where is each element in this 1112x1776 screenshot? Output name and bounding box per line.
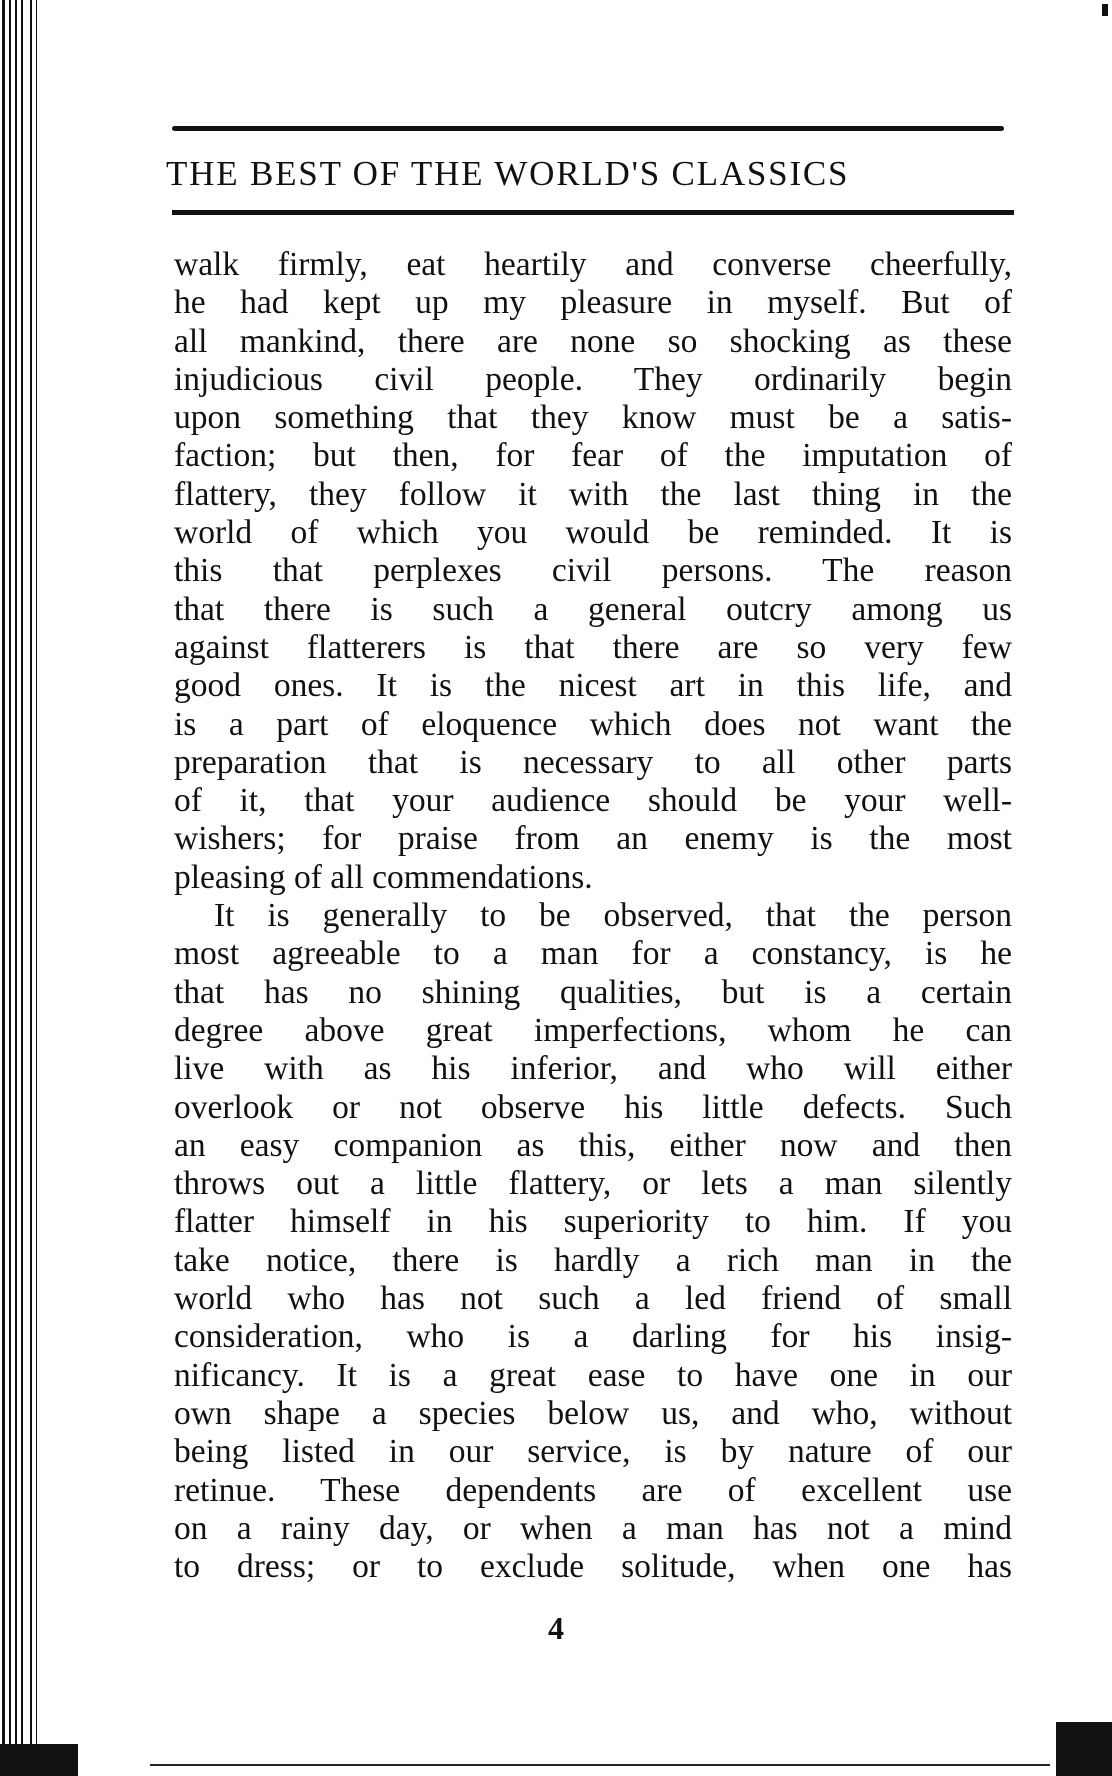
text-line: most agreeable to a man for a constancy, is he xyxy=(174,935,1012,973)
text-line: injudicious civil people. They ordinarily begin xyxy=(174,360,1012,398)
text-line: against flatterers is that there are so very few xyxy=(174,628,1012,666)
text-line: faction; but then, for fear of the imputation of xyxy=(174,437,1012,475)
bottom-left-mark xyxy=(0,1744,78,1776)
text-line: an easy companion as this, either now and then xyxy=(174,1126,1012,1164)
text-line: to dress; or to exclude solitude, when one has xyxy=(174,1548,1012,1586)
text-line: overlook or not observe his little defects. Such xyxy=(174,1088,1012,1126)
text-line: of it, that your audience should be your well- xyxy=(174,782,1012,820)
header-rule-top xyxy=(172,126,1004,131)
text-line: own shape a species below us, and who, without xyxy=(174,1394,1012,1432)
text-line: pleasing of all commendations. xyxy=(174,858,593,896)
text-line: world who has not such a led friend of small xyxy=(174,1280,1012,1318)
text-line: is a part of eloquence which does not want the xyxy=(174,705,1012,743)
text-line: walk firmly, eat heartily and converse cheerfully, xyxy=(174,246,1012,283)
text-line: being listed in our service, is by nature of our xyxy=(174,1433,1012,1471)
binding-line xyxy=(15,0,17,1776)
top-right-mark xyxy=(1102,4,1108,16)
binding-line xyxy=(36,0,37,1776)
bottom-right-mark xyxy=(1056,1722,1112,1776)
text-line: upon something that they know must be a satis- xyxy=(174,399,1012,437)
text-line: take notice, there is hardly a rich man in the xyxy=(174,1241,1012,1279)
text-line: consideration, who is a darling for his insig- xyxy=(174,1318,1012,1356)
text-line: good ones. It is the nicest art in this life, and xyxy=(174,667,1012,705)
text-line: live with as his inferior, and who will either xyxy=(174,1050,1012,1088)
binding-line xyxy=(9,0,11,1776)
text-line: flatter himself in his superiority to him. If you xyxy=(174,1203,1012,1241)
page-number: 4 xyxy=(548,1610,564,1646)
body-text xyxy=(174,246,1012,1586)
binding-line xyxy=(2,0,5,1776)
text-line: nificancy. It is a great ease to have one in our xyxy=(174,1356,1012,1394)
paragraph xyxy=(174,246,1012,897)
text-line: all mankind, there are none so shocking as these xyxy=(174,322,1012,360)
text-line: that has no shining qualities, but is a certain xyxy=(174,973,1012,1011)
text-line: world of which you would be reminded. It is xyxy=(174,514,1012,552)
header-rule-bottom xyxy=(172,210,1014,215)
binding-line xyxy=(21,0,23,1776)
running-head: THE BEST OF THE WORLD'S CLASSICS xyxy=(166,154,850,193)
text-line: he had kept up my pleasure in myself. But of xyxy=(174,284,1012,322)
text-line: on a rainy day, or when a man has not a mind xyxy=(174,1509,1012,1547)
text-line: It is generally to be observed, that the person xyxy=(214,897,1012,935)
text-line: preparation that is necessary to all other parts xyxy=(174,743,1012,781)
paragraph xyxy=(174,897,1012,1586)
binding-line xyxy=(30,0,32,1776)
text-line: degree above great imperfections, whom he can xyxy=(174,1011,1012,1049)
text-line: that there is such a general outcry among us xyxy=(174,590,1012,628)
text-line: retinue. These dependents are of excellent use xyxy=(174,1471,1012,1509)
text-line: wishers; for praise from an enemy is the most xyxy=(174,820,1012,858)
text-line: this that perplexes civil persons. The reason xyxy=(174,552,1012,590)
bottom-edge-rule xyxy=(150,1764,1050,1766)
text-line: throws out a little flattery, or lets a man silently xyxy=(174,1165,1012,1203)
text-line: flattery, they follow it with the last thing in the xyxy=(174,475,1012,513)
